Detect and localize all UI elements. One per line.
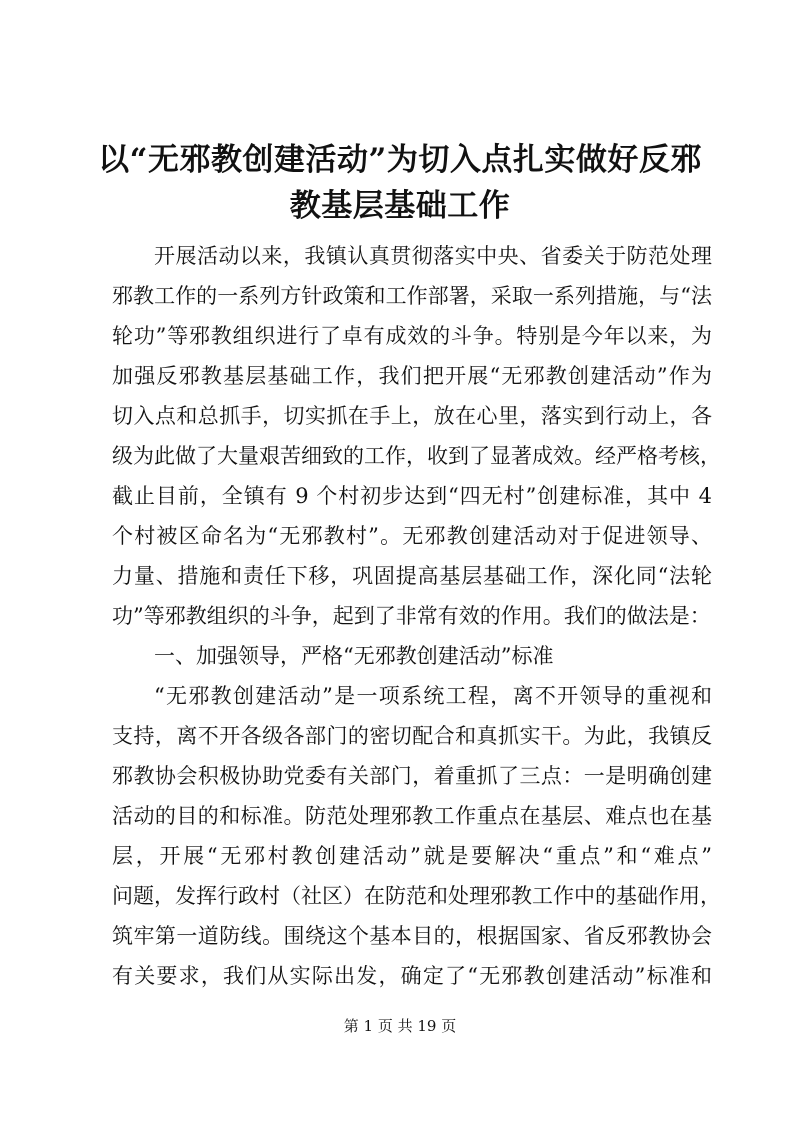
paragraph2-line: 问题，发挥行政村（社区）在防范和处理邪教工作中的基础作用，	[112, 884, 721, 908]
paragraph2-line: 邪教协会积极协助党委有关部门，着重抓了三点：一是明确创建	[112, 764, 712, 788]
paragraph2-line: 活动的目的和标准。防范处理邪教工作重点在基层、难点也在基	[112, 804, 712, 828]
paragraph1-line: 开展活动以来，我镇认真贯彻落实中央、省委关于防范处理	[154, 244, 712, 268]
paragraph2-line: “无邪教创建活动”是一项系统工程，离不开领导的重视和	[154, 684, 712, 708]
paragraph1-line: 轮功”等邪教组织进行了卓有成效的斗争。特别是今年以来，为	[112, 324, 712, 348]
paragraph2-line: 筑牢第一道防线。围绕这个基本目的，根据国家、省反邪教协会	[112, 924, 712, 948]
paragraph1-line: 力量、措施和责任下移，巩固提高基层基础工作，深化同“法轮	[112, 564, 712, 588]
section-heading: 一、加强领导，严格“无邪教创建活动”标准	[154, 644, 554, 668]
paragraph1-line: 个村被区命名为“无邪教村”。无邪教创建活动对于促进领导、	[112, 524, 712, 548]
page-number-footer: 第 1 页 共 19 页	[343, 1017, 457, 1035]
paragraph2-line: 支持，离不开各级各部门的密切配合和真抓实干。为此，我镇反	[112, 724, 712, 748]
document-title-line1: 以“无邪教创建活动”为切入点扎实做好反邪	[98, 142, 702, 178]
document-body	[112, 236, 721, 996]
paragraph1-line: 切入点和总抓手，切实抓在手上，放在心里，落实到行动上，各	[112, 404, 712, 428]
paragraph1-line: 功”等邪教组织的斗争，起到了非常有效的作用。我们的做法是：	[112, 604, 711, 628]
paragraph1-line: 级为此做了大量艰苦细致的工作，收到了显著成效。经严格考核，	[112, 444, 721, 468]
paragraph2-line: 层，开展“无邪村教创建活动”就是要解决“重点”和“难点”	[112, 844, 712, 868]
paragraph1-line: 截止目前，全镇有 9 个村初步达到“四无村”创建标准，其中 4	[112, 484, 712, 508]
document-title-line2: 教基层基础工作	[289, 188, 511, 224]
paragraph2-line: 有关要求，我们从实际出发，确定了“无邪教创建活动”标准和	[112, 964, 712, 988]
paragraph1-line: 邪教工作的一系列方针政策和工作部署，采取一系列措施，与“法	[112, 284, 712, 308]
paragraph1-line: 加强反邪教基层基础工作，我们把开展“无邪教创建活动”作为	[112, 364, 712, 388]
